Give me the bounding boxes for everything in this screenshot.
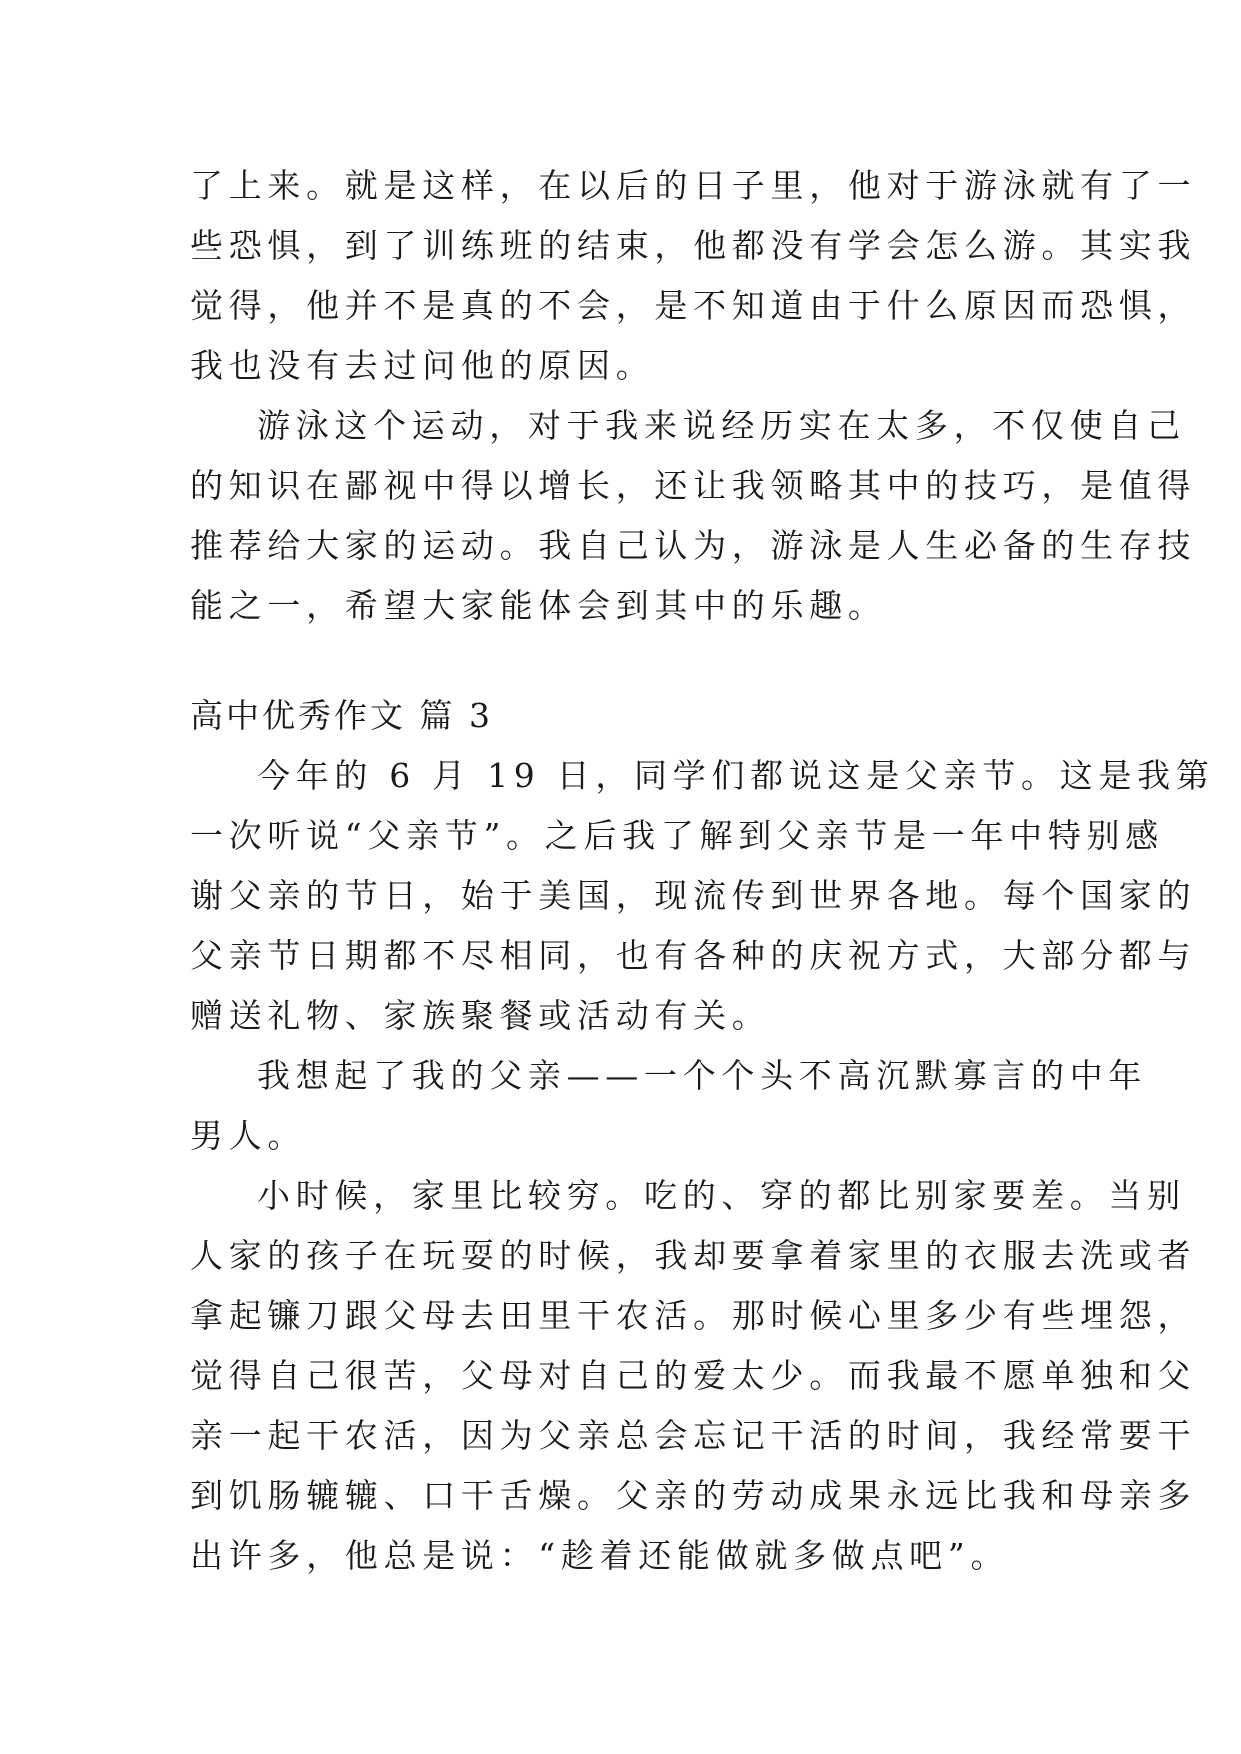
paragraph-line: 谢父亲的节日，始于美国，现流传到世界各地。每个国家的 — [190, 876, 1197, 915]
paragraph-line: 今年的 6 月 19 日，同学们都说这是父亲节。这是我第 — [257, 756, 1215, 795]
paragraph-line: 我想起了我的父亲——一个个头不高沉默寡言的中年 — [257, 1056, 1148, 1095]
paragraph-line: 觉得，他并不是真的不会，是不知道由于什么原因而恐惧， — [190, 286, 1197, 325]
section-heading: 高中优秀作文 篇 3 — [190, 696, 493, 735]
paragraph-line: 小时候，家里比较穷。吃的、穿的都比别家要差。当别 — [257, 1176, 1186, 1215]
paragraph-line: 赠送礼物、家族聚餐或活动有关。 — [190, 996, 771, 1035]
paragraph-line: 父亲节日期都不尽相同，也有各种的庆祝方式，大部分都与 — [190, 936, 1197, 975]
paragraph-line: 一次听说“父亲节”。之后我了解到父亲节是一年中特别感 — [190, 816, 1164, 855]
paragraph-line: 出许多，他总是说：“趁着还能做就多做点吧”。 — [190, 1536, 1010, 1575]
paragraph-line: 游泳这个运动，对于我来说经历实在太多，不仅使自己 — [257, 406, 1186, 445]
paragraph-line: 能之一，希望大家能体会到其中的乐趣。 — [190, 586, 887, 625]
paragraph-line: 我也没有去过问他的原因。 — [190, 346, 655, 385]
paragraph-line: 些恐惧，到了训练班的结束，他都没有学会怎么游。其实我 — [190, 226, 1197, 265]
paragraph-line: 到饥肠辘辘、口干舌燥。父亲的劳动成果永远比我和母亲多 — [190, 1476, 1197, 1515]
paragraph-line: 亲一起干农活，因为父亲总会忘记干活的时间，我经常要干 — [190, 1416, 1197, 1455]
paragraph-line: 了上来。就是这样，在以后的日子里，他对于游泳就有了一 — [190, 166, 1197, 205]
paragraph-line: 推荐给大家的运动。我自己认为，游泳是人生必备的生存技 — [190, 526, 1197, 565]
paragraph-line: 拿起镰刀跟父母去田里干农活。那时候心里多少有些埋怨， — [190, 1296, 1197, 1335]
paragraph-line: 觉得自己很苦，父母对自己的爱太少。而我最不愿单独和父 — [190, 1356, 1197, 1395]
paragraph-line: 男人。 — [190, 1116, 307, 1155]
paragraph-line: 人家的孩子在玩耍的时候，我却要拿着家里的衣服去洗或者 — [190, 1236, 1197, 1275]
paragraph-line: 的知识在鄙视中得以增长，还让我领略其中的技巧，是值得 — [190, 466, 1197, 505]
